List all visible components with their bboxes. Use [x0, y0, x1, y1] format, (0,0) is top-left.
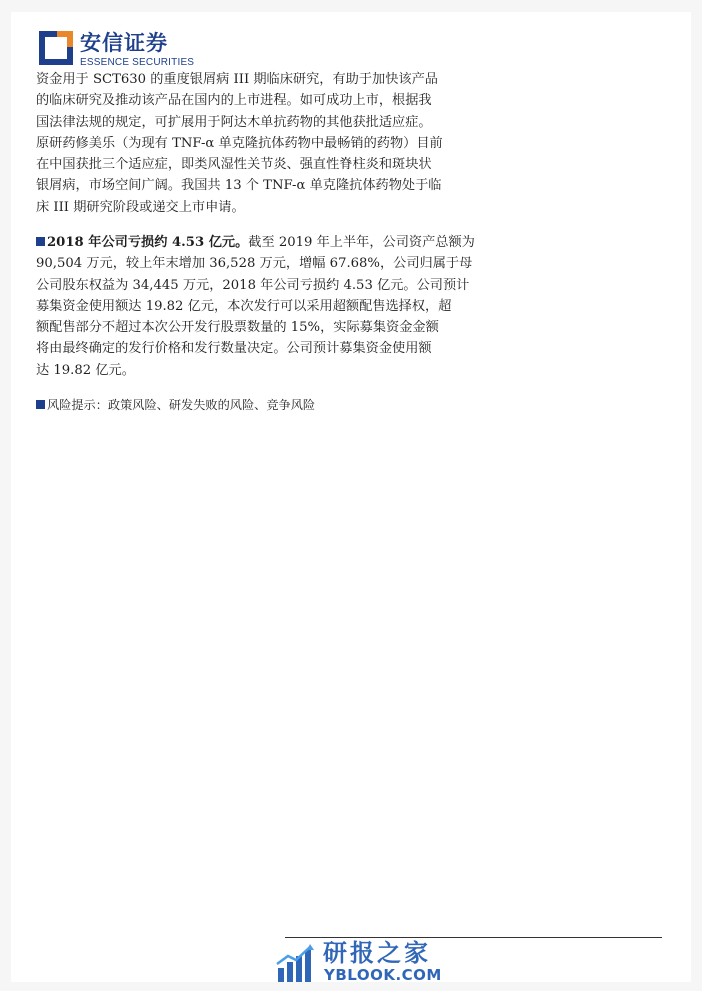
text-line: 90,504 万元，较上年末增加 36,528 万元，增幅 67.68%，公司归属于母 — [36, 256, 473, 272]
text-line: 的临床研究及推动该产品在国内的上市进程。如可成功上市，根据我 — [36, 93, 432, 109]
paragraph-heading: 2018 年公司亏损约 4.53 亿元。 — [47, 235, 249, 250]
paragraph-clinical-research — [36, 69, 666, 218]
risk-warning — [36, 395, 666, 416]
text-line — [36, 395, 666, 416]
text-line: 资金用于 SCT630 的重度银屑病 III 期临床研究，有助于加快该产品 — [36, 72, 438, 87]
text-line: 达 19.82 亿元。 — [36, 362, 135, 378]
paragraph-financials — [36, 232, 666, 381]
text-line: 将由最终确定的发行价格和发行数量决定。公司预计募集资金使用额 — [36, 341, 432, 357]
bullet-square-icon — [36, 237, 45, 246]
essence-logo-icon — [39, 31, 73, 65]
text-line: 原研药修美乐（为现有 TNF-α 单克隆抗体药物中最畅销的药物）目前 — [36, 135, 443, 151]
text-line — [36, 232, 666, 253]
risk-warning-text: 风险提示：政策风险、研发失败的风险、竞争风险 — [47, 398, 316, 412]
logo-english-name: ESSENCE SECURITIES — [80, 57, 195, 68]
watermark-url: YBLOOK.COM — [324, 966, 442, 984]
text-line: 额配售部分不超过本次公开发行股票数量的 15%，实际募集资金金额 — [36, 320, 439, 336]
text-segment: 截至 2019 年上半年，公司资产总额为 — [248, 235, 475, 250]
bar-chart-logo-icon — [276, 944, 316, 982]
text-line: 国法律法规的规定，可扩展用于阿达木单抗药物的其他获批适应症。 — [36, 114, 432, 130]
text-line: 银屑病，市场空间广阔。我国共 13 个 TNF-α 单克隆抗体药物处于临 — [36, 178, 442, 194]
logo-chinese-name: 安信证券 — [80, 31, 168, 55]
watermark-chinese: 研报之家 — [323, 939, 431, 967]
footer-divider — [285, 937, 662, 938]
text-line: 在中国获批三个适应症，即类风湿性关节炎、强直性脊柱炎和斑块状 — [36, 157, 432, 173]
text-line: 公司股东权益为 34,445 万元，2018 年公司亏损约 4.53 亿元。公司预计 — [36, 277, 470, 293]
bullet-square-icon — [36, 400, 45, 409]
text-line: 募集资金使用额达 19.82 亿元，本次发行可以采用超额配售选择权，超 — [36, 298, 452, 314]
text-line: 床 III 期研究阶段或递交上市申请。 — [36, 199, 245, 215]
